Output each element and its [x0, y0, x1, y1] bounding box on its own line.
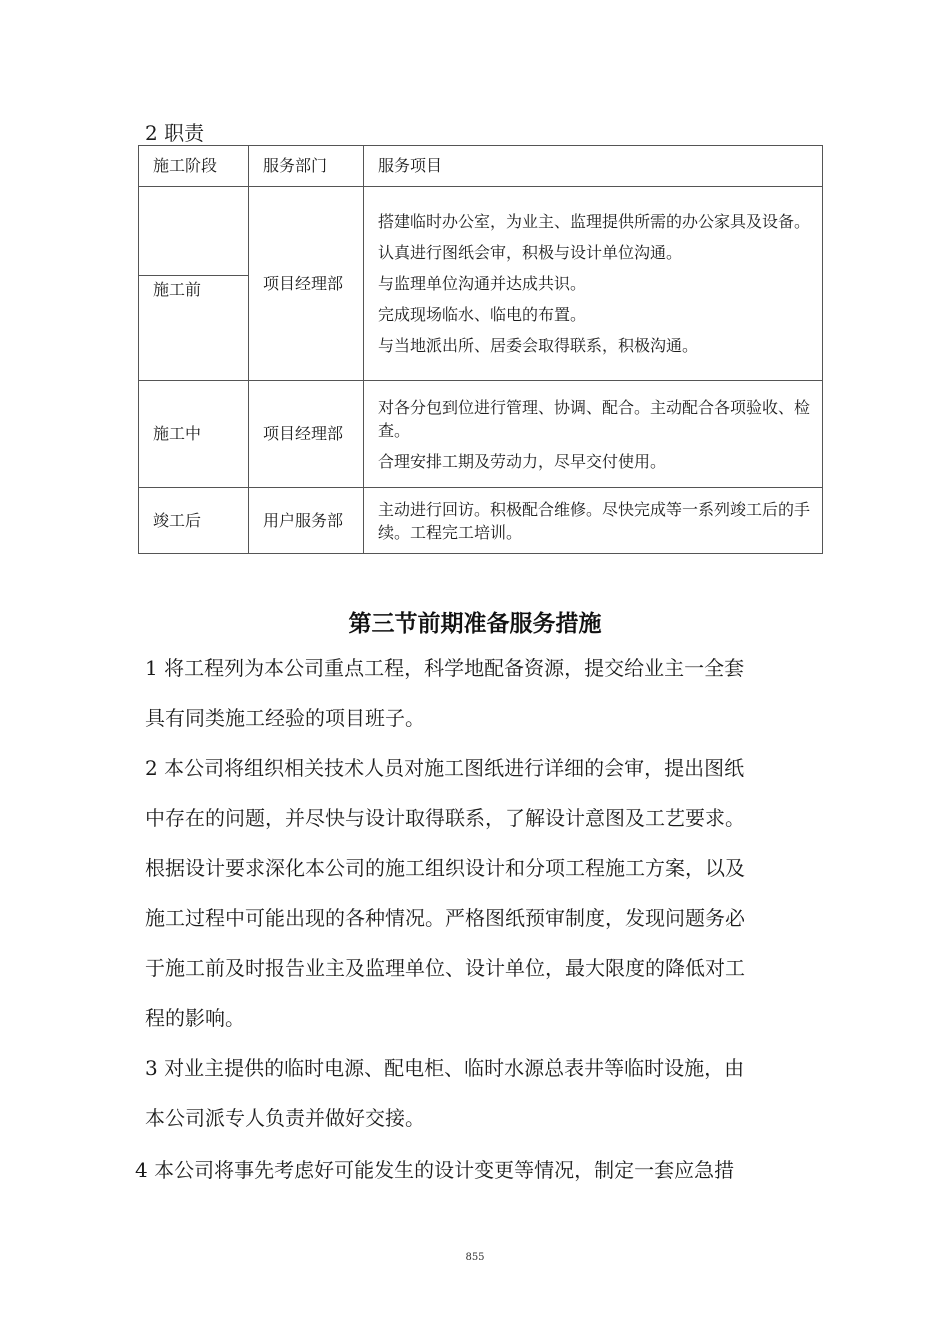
stage-cell: 竣工后	[139, 488, 249, 554]
items-cell	[364, 488, 823, 554]
items-cell	[364, 381, 823, 488]
page-number: 855	[465, 1252, 485, 1263]
service-item: 搭建临时办公室，为业主、监理提供所需的办公家具及设备。	[378, 212, 811, 231]
body-line: 施工过程中可能出现的各种情况。严格图纸预审制度，发现问题务必	[145, 906, 745, 930]
service-item: 主动进行回访。积极配合维修。尽快完成等一系列竣工后的手续。工程完工培训。	[378, 499, 811, 542]
table-header-row	[139, 146, 823, 187]
header-dept: 服务部门	[249, 146, 364, 187]
body-line: 1 将工程列为本公司重点工程，科学地配备资源，提交给业主一全套	[145, 656, 745, 680]
stage-cell	[139, 187, 249, 381]
service-item: 与当地派出所、居委会取得联系，积极沟通。	[378, 336, 699, 355]
body-line: 于施工前及时报告业主及监理单位、设计单位，最大限度的降低对工	[145, 956, 745, 980]
items-cell	[364, 187, 823, 381]
header-items: 服务项目	[364, 146, 823, 187]
dept-cell: 用户服务部	[249, 488, 364, 554]
service-item: 认真进行图纸会审，积极与设计单位沟通。	[378, 243, 683, 262]
stage-label: 施工前	[153, 280, 202, 299]
service-item: 与监理单位沟通并达成共识。	[378, 274, 587, 293]
dept-cell: 项目经理部	[249, 187, 364, 381]
table-row	[139, 187, 823, 381]
service-item: 对各分包到位进行管理、协调、配合。主动配合各项验收、检查。	[378, 397, 811, 440]
body-line: 本公司派专人负责并做好交接。	[145, 1106, 425, 1130]
body-line: 根据设计要求深化本公司的施工组织设计和分项工程施工方案，以及	[145, 856, 745, 880]
body-line: 程的影响。	[145, 1006, 245, 1030]
dept-cell: 项目经理部	[249, 381, 364, 488]
body-line: 具有同类施工经验的项目班子。	[145, 706, 425, 730]
body-line: 4 本公司将事先考虑好可能发生的设计变更等情况，制定一套应急措	[135, 1158, 735, 1182]
table-row	[139, 381, 823, 488]
service-item: 完成现场临水、临电的布置。	[378, 305, 587, 324]
body-line: 中存在的问题，并尽快与设计取得联系，了解设计意图及工艺要求。	[145, 806, 745, 830]
body-line: 3 对业主提供的临时电源、配电柜、临时水源总表井等临时设施，由	[145, 1056, 745, 1080]
header-stage: 施工阶段	[139, 146, 249, 187]
table-row	[139, 488, 823, 554]
stage-cell: 施工中	[139, 381, 249, 488]
section-label: 2 职责	[145, 121, 205, 145]
responsibility-table	[138, 145, 823, 554]
service-item: 合理安排工期及劳动力，尽早交付使用。	[378, 451, 667, 471]
body-line: 2 本公司将组织相关技术人员对施工图纸进行详细的会审，提出图纸	[145, 756, 745, 780]
section-heading: 第三节前期准备服务措施	[348, 611, 602, 637]
